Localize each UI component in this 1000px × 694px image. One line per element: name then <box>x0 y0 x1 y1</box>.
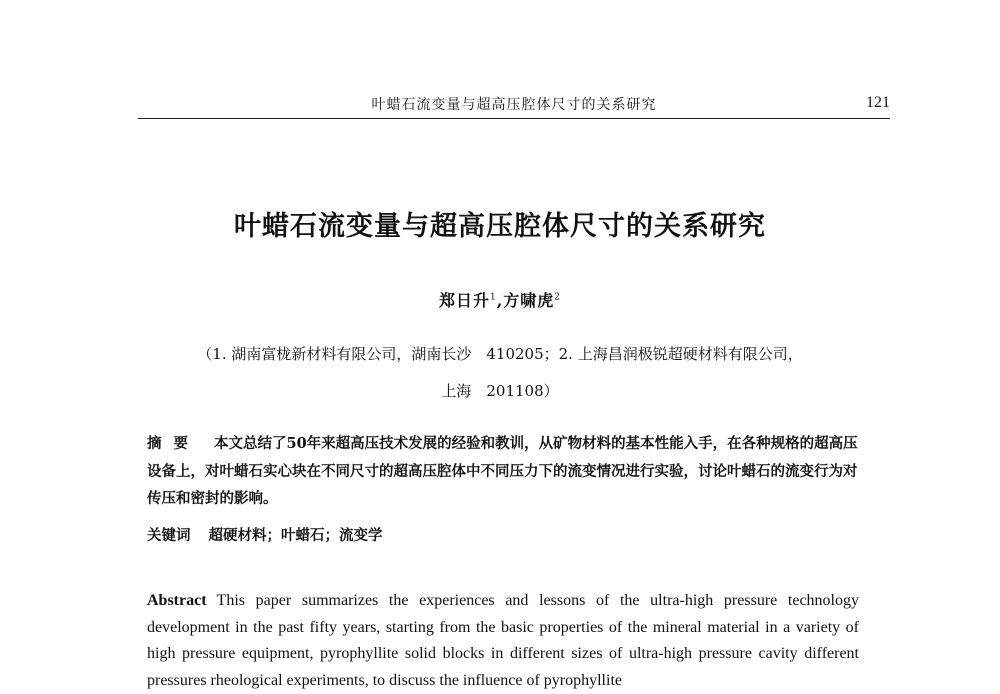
abstract-label: 摘要 <box>147 436 200 452</box>
keywords-label: 关键词 <box>147 528 191 544</box>
affiliation-marker: 2 <box>554 292 562 303</box>
keywords-text: 超硬材料；叶蜡石；流变学 <box>208 527 383 544</box>
running-header <box>138 92 890 119</box>
affiliation-marker: 1 <box>489 292 497 303</box>
author-name: 郑日升 <box>438 291 490 310</box>
paper-title: 叶蜡石流变量与超高压腔体尺寸的关系研究 <box>234 211 766 242</box>
author-separator: , <box>496 291 504 310</box>
abstract-label: Abstract <box>147 592 207 609</box>
abstract-text: 本文总结了50年来超高压技术发展的经验和教训，从矿物材料的基本性能入手，在各种规格的超高压设备上，对叶蜡石实心块在不同尺寸的超高压腔体中不同压力下的流变情况进行实验，讨论叶蜡石的流变行为对传压和密封的影响。 <box>147 435 858 507</box>
running-header-title: 叶蜡石流变量与超高压腔体尺寸的关系研究 <box>371 97 657 113</box>
chinese-abstract <box>147 430 867 512</box>
affiliation-line: 上海 201108） <box>441 382 559 400</box>
chinese-keywords <box>147 524 867 545</box>
author-name: 方啸虎 <box>503 291 555 310</box>
author-list <box>0 288 1000 311</box>
affiliation-line: （1. 湖南富栊新材料有限公司，湖南长沙 410205；2. 上海昌润极锐超硬材料有限公司， <box>197 345 803 363</box>
page-number: 121 <box>866 94 890 111</box>
abstract-text: This paper summarizes the experiences and lessons of the ultra-high pressure technology development in the past fifty years, starting from the basic properties of the mineral material in a variety of high pressure equipment, pyrophyllite solid blocks in different sizes of ultra-high pressure cavity different pressures rheological experiments, to discuss the influence of pyrophyllite <box>147 592 859 689</box>
english-abstract <box>147 588 859 694</box>
